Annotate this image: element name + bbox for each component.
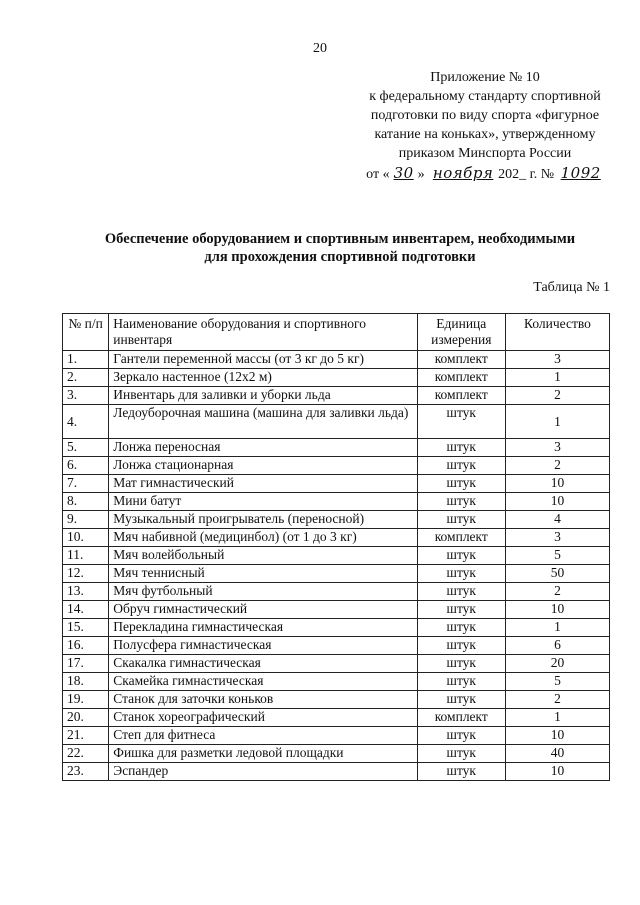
item-name: Скакалка гимнастическая <box>109 655 417 673</box>
item-unit: комплект <box>417 709 505 727</box>
item-quantity: 1 <box>505 709 609 727</box>
table-body <box>63 351 610 781</box>
document-title <box>40 230 640 266</box>
appendix-line: к федеральному стандарту спортивной <box>369 89 601 104</box>
table-row <box>63 655 610 673</box>
item-quantity: 1 <box>505 369 609 387</box>
item-unit: штук <box>417 457 505 475</box>
item-unit: штук <box>417 583 505 601</box>
item-name: Музыкальный проигрыватель (переносной) <box>109 511 417 529</box>
item-name: Зеркало настенное (12х2 м) <box>109 369 417 387</box>
item-name: Полусфера гимнастическая <box>109 637 417 655</box>
order-year: 202_ г. № <box>498 167 555 182</box>
item-unit: штук <box>417 637 505 655</box>
table-row <box>63 565 610 583</box>
order-line <box>340 164 630 184</box>
item-name: Инвентарь для заливки и уборки льда <box>109 387 417 405</box>
order-number-handwritten: 1092 <box>560 164 601 182</box>
item-unit: штук <box>417 727 505 745</box>
item-quantity: 50 <box>505 565 609 583</box>
item-name: Станок для заточки коньков <box>109 691 417 709</box>
row-number: 7. <box>63 475 109 493</box>
row-number: 1. <box>63 351 109 369</box>
table-row <box>63 727 610 745</box>
row-number: 23. <box>63 763 109 781</box>
order-quote-close: » <box>417 167 425 182</box>
item-quantity: 3 <box>505 529 609 547</box>
row-number: 2. <box>63 369 109 387</box>
item-quantity: 10 <box>505 601 609 619</box>
header-number: № п/п <box>63 314 109 351</box>
item-quantity: 40 <box>505 745 609 763</box>
item-unit: штук <box>417 405 505 439</box>
item-quantity: 10 <box>505 727 609 745</box>
row-number: 13. <box>63 583 109 601</box>
row-number: 10. <box>63 529 109 547</box>
item-name: Мини батут <box>109 493 417 511</box>
row-number: 8. <box>63 493 109 511</box>
item-unit: штук <box>417 619 505 637</box>
item-unit: штук <box>417 673 505 691</box>
row-number: 12. <box>63 565 109 583</box>
table-row <box>63 709 610 727</box>
row-number: 4. <box>63 405 109 439</box>
order-day-handwritten: 30 <box>393 164 414 182</box>
item-name: Лонжа переносная <box>109 439 417 457</box>
item-name: Степ для фитнеса <box>109 727 417 745</box>
row-number: 20. <box>63 709 109 727</box>
item-name: Мяч футбольный <box>109 583 417 601</box>
appendix-line: подготовки по виду спорта «фигурное <box>370 108 600 123</box>
item-unit: штук <box>417 601 505 619</box>
table-row <box>63 673 610 691</box>
title-line-1: Обеспечение оборудованием и спортивным инвентарем, необходимыми <box>104 231 576 247</box>
item-name: Ледоуборочная машина (машина для заливки льда) <box>109 405 417 439</box>
item-quantity: 2 <box>505 691 609 709</box>
table-row <box>63 601 610 619</box>
item-unit: штук <box>417 745 505 763</box>
item-name: Станок хореографический <box>109 709 417 727</box>
row-number: 3. <box>63 387 109 405</box>
item-name: Лонжа стационарная <box>109 457 417 475</box>
item-quantity: 1 <box>505 619 609 637</box>
item-name: Скамейка гимнастическая <box>109 673 417 691</box>
item-unit: штук <box>417 493 505 511</box>
item-unit: штук <box>417 511 505 529</box>
item-quantity: 10 <box>505 475 609 493</box>
item-quantity: 3 <box>505 439 609 457</box>
item-unit: комплект <box>417 369 505 387</box>
item-unit: штук <box>417 547 505 565</box>
table-row <box>63 475 610 493</box>
item-name: Эспандер <box>109 763 417 781</box>
item-quantity: 10 <box>505 493 609 511</box>
item-name: Фишка для разметки ледовой площадки <box>109 745 417 763</box>
appendix-block <box>340 68 630 184</box>
item-unit: комплект <box>417 387 505 405</box>
row-number: 19. <box>63 691 109 709</box>
equipment-table <box>62 313 610 781</box>
appendix-title: Приложение № 10 <box>430 70 540 85</box>
item-quantity: 4 <box>505 511 609 529</box>
order-prefix: от « <box>366 167 390 182</box>
item-unit: штук <box>417 475 505 493</box>
item-name: Перекладина гимнастическая <box>109 619 417 637</box>
item-quantity: 5 <box>505 673 609 691</box>
item-unit: штук <box>417 439 505 457</box>
item-quantity: 1 <box>505 405 609 439</box>
table-row <box>63 583 610 601</box>
row-number: 18. <box>63 673 109 691</box>
table-header-row <box>63 314 610 351</box>
table-row <box>63 619 610 637</box>
row-number: 9. <box>63 511 109 529</box>
table-row <box>63 763 610 781</box>
item-name: Мяч теннисный <box>109 565 417 583</box>
table-row <box>63 637 610 655</box>
row-number: 11. <box>63 547 109 565</box>
item-unit: штук <box>417 763 505 781</box>
page-number: 20 <box>313 41 327 56</box>
row-number: 22. <box>63 745 109 763</box>
table-row <box>63 439 610 457</box>
item-unit: комплект <box>417 351 505 369</box>
header-quantity: Количество <box>505 314 609 351</box>
table-row <box>63 405 610 439</box>
item-quantity: 10 <box>505 763 609 781</box>
item-quantity: 20 <box>505 655 609 673</box>
item-unit: штук <box>417 691 505 709</box>
row-number: 17. <box>63 655 109 673</box>
table-row <box>63 369 610 387</box>
table-row <box>63 745 610 763</box>
row-number: 15. <box>63 619 109 637</box>
item-name: Обруч гимнастический <box>109 601 417 619</box>
item-unit: комплект <box>417 529 505 547</box>
table-row <box>63 351 610 369</box>
table-row <box>63 691 610 709</box>
item-quantity: 2 <box>505 387 609 405</box>
title-line-2: для прохождения спортивной подготовки <box>204 249 476 265</box>
row-number: 5. <box>63 439 109 457</box>
table-row <box>63 547 610 565</box>
item-name: Мат гимнастический <box>109 475 417 493</box>
appendix-line: приказом Минспорта России <box>398 146 572 161</box>
item-name: Гантели переменной массы (от 3 кг до 5 кг) <box>109 351 417 369</box>
appendix-line: катание на коньках», утвержденному <box>374 127 596 142</box>
header-unit: Единица измерения <box>417 314 505 351</box>
item-unit: штук <box>417 655 505 673</box>
item-name: Мяч волейбольный <box>109 547 417 565</box>
row-number: 6. <box>63 457 109 475</box>
row-number: 21. <box>63 727 109 745</box>
order-month-handwritten: ноября <box>432 164 494 182</box>
item-name: Мяч набивной (медицинбол) (от 1 до 3 кг) <box>109 529 417 547</box>
table-row <box>63 387 610 405</box>
item-quantity: 2 <box>505 583 609 601</box>
table-row <box>63 493 610 511</box>
item-unit: штук <box>417 565 505 583</box>
item-quantity: 6 <box>505 637 609 655</box>
table-row <box>63 511 610 529</box>
item-quantity: 5 <box>505 547 609 565</box>
row-number: 16. <box>63 637 109 655</box>
row-number: 14. <box>63 601 109 619</box>
item-quantity: 2 <box>505 457 609 475</box>
header-name: Наименование оборудования и спортивного инвентаря <box>109 314 417 351</box>
table-row <box>63 529 610 547</box>
table-caption: Таблица № 1 <box>533 280 610 295</box>
table-row <box>63 457 610 475</box>
item-quantity: 3 <box>505 351 609 369</box>
